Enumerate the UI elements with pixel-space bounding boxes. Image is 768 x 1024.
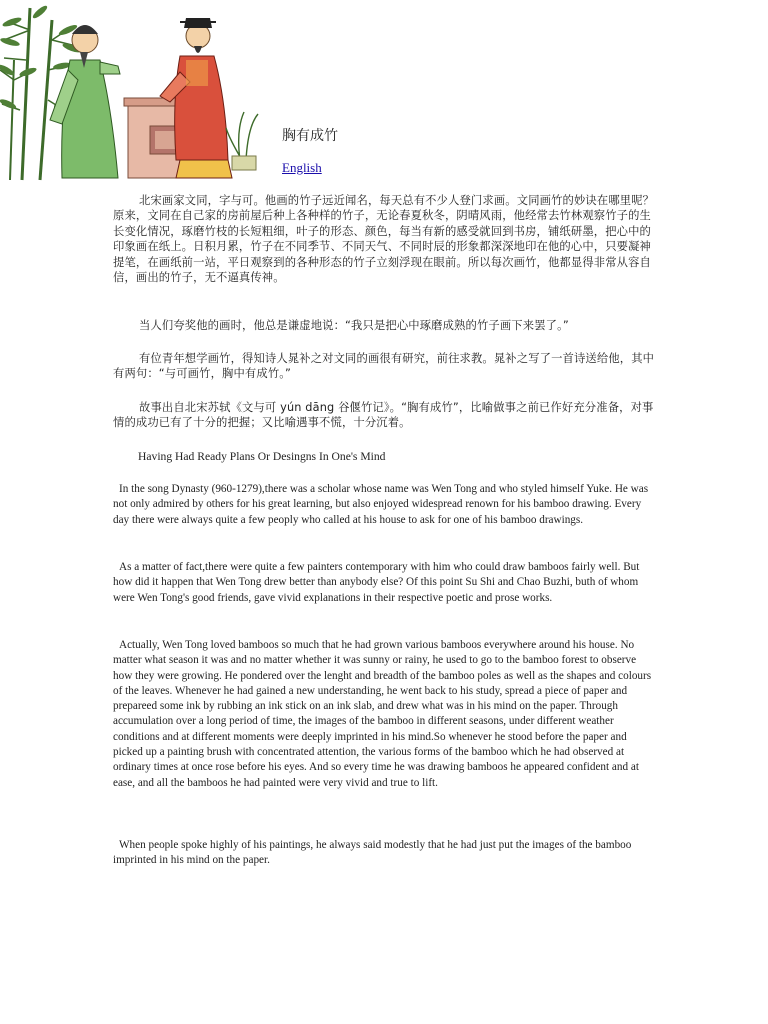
zh-paragraph-2: 当人们夸奖他的画时，他总是谦虚地说：“我只是把心中琢磨成熟的竹子画下来罢了。”	[139, 319, 569, 332]
zh-paragraph-4: 故事出自北宋苏轼《文与可 yún dāng 谷偃竹记》。“胸有成竹”，比喻做事之前已作好充分准备，对事情的成功已有了十分的把握；又比喻遇事不慌，十分沉着。	[113, 401, 654, 430]
en-paragraph-3: Actually, Wen Tong loved bamboos so much that he had grown various bamboos everywhere around his house. No matter what season it was and no matter whether it was sunny or rainy, he used to go to the bamboo forest to observe how they were growing. He pondered over the lenght and breadth of the bamboo poles as well as the shapes and colours of the leaves. Whenever he had gained a new understanding, he went back to his study, spread a piece of paper and prepareed some ink by rubbing an ink stick on an ink slab, and drew what was in his mind on the paper. Through accumulation over a long period of time, the images of the bamboo in different seasons, under different weather conditions and at different moments were deeply imprinted in his mind.So whenever he stood before the paper and picked up a painting brush with concentrated attention, the various forms of the bamboo which he had observed at ordinary times at once rose before his eyes. And so every time he was drawing bamboos he appeared confident and at ease, and all the bamboos he had painted were very vivid and true to lift.	[113, 639, 652, 789]
en-paragraph-4: When people spoke highly of his paintings, he always said modestly that he had just put the images of the bamboo imprinted in his mind on the paper.	[113, 839, 632, 867]
plant-icon	[226, 112, 258, 160]
en-paragraph-1: In the song Dynasty (960-1279),there was a scholar whose name was Wen Tong and who styled himself Yuke. He was not only admired by others for his great learning, but also enjoyed widespread renown for his bamboo drawing. Every day there were always quite a few peoply who called at his house to ask for one of his bamboo drawings.	[113, 483, 649, 526]
story-illustration	[0, 0, 272, 182]
english-heading: Having Had Ready Plans Or Desingns In One's Mind	[138, 450, 386, 463]
scholar-figure-green	[50, 25, 120, 178]
zh-paragraph-1: 北宋画家文同，字与可。他画的竹子远近闻名，每天总有不少人登门求画。文同画竹的妙诀在哪里呢？原来，文同在自己家的房前屋后种上各种样的竹子，无论春夏秋冬，阴晴风雨，他经常去竹林观察竹子的生长变化情况，琢磨竹枝的长短粗细，叶子的形态、颜色，每当有新的感受就回到书房，铺纸研墨，把心中的印象画在纸上。日积月累，竹子在不同季节、不同天气、不同时辰的形象都深深地印在他的心中，只要凝神提笔，在画纸前一站，平日观察到的各种形态的竹子立刻浮现在眼前。所以每次画竹，他都显得非常从容自信，画出的竹子，无不逼真传神。	[113, 194, 655, 285]
en-paragraph-2: As a matter of fact,there were quite a few painters contemporary with him who could draw bamboos fairly well. But how did it happen that Wen Tong drew better than anybody else? Of this point Su Shi and Chao Buzhi, buth of whom were Wen Tong's good friends, gave vivid explanations in their respective poetic and prose works.	[113, 561, 640, 604]
page-title: 胸有成竹	[282, 128, 338, 144]
english-link[interactable]: English	[282, 160, 322, 175]
zh-paragraph-3: 有位青年想学画竹，得知诗人晁补之对文同的画很有研究，前往求教。晁补之写了一首诗送给他，其中有两句：“与可画竹，胸中有成竹。”	[113, 352, 655, 381]
